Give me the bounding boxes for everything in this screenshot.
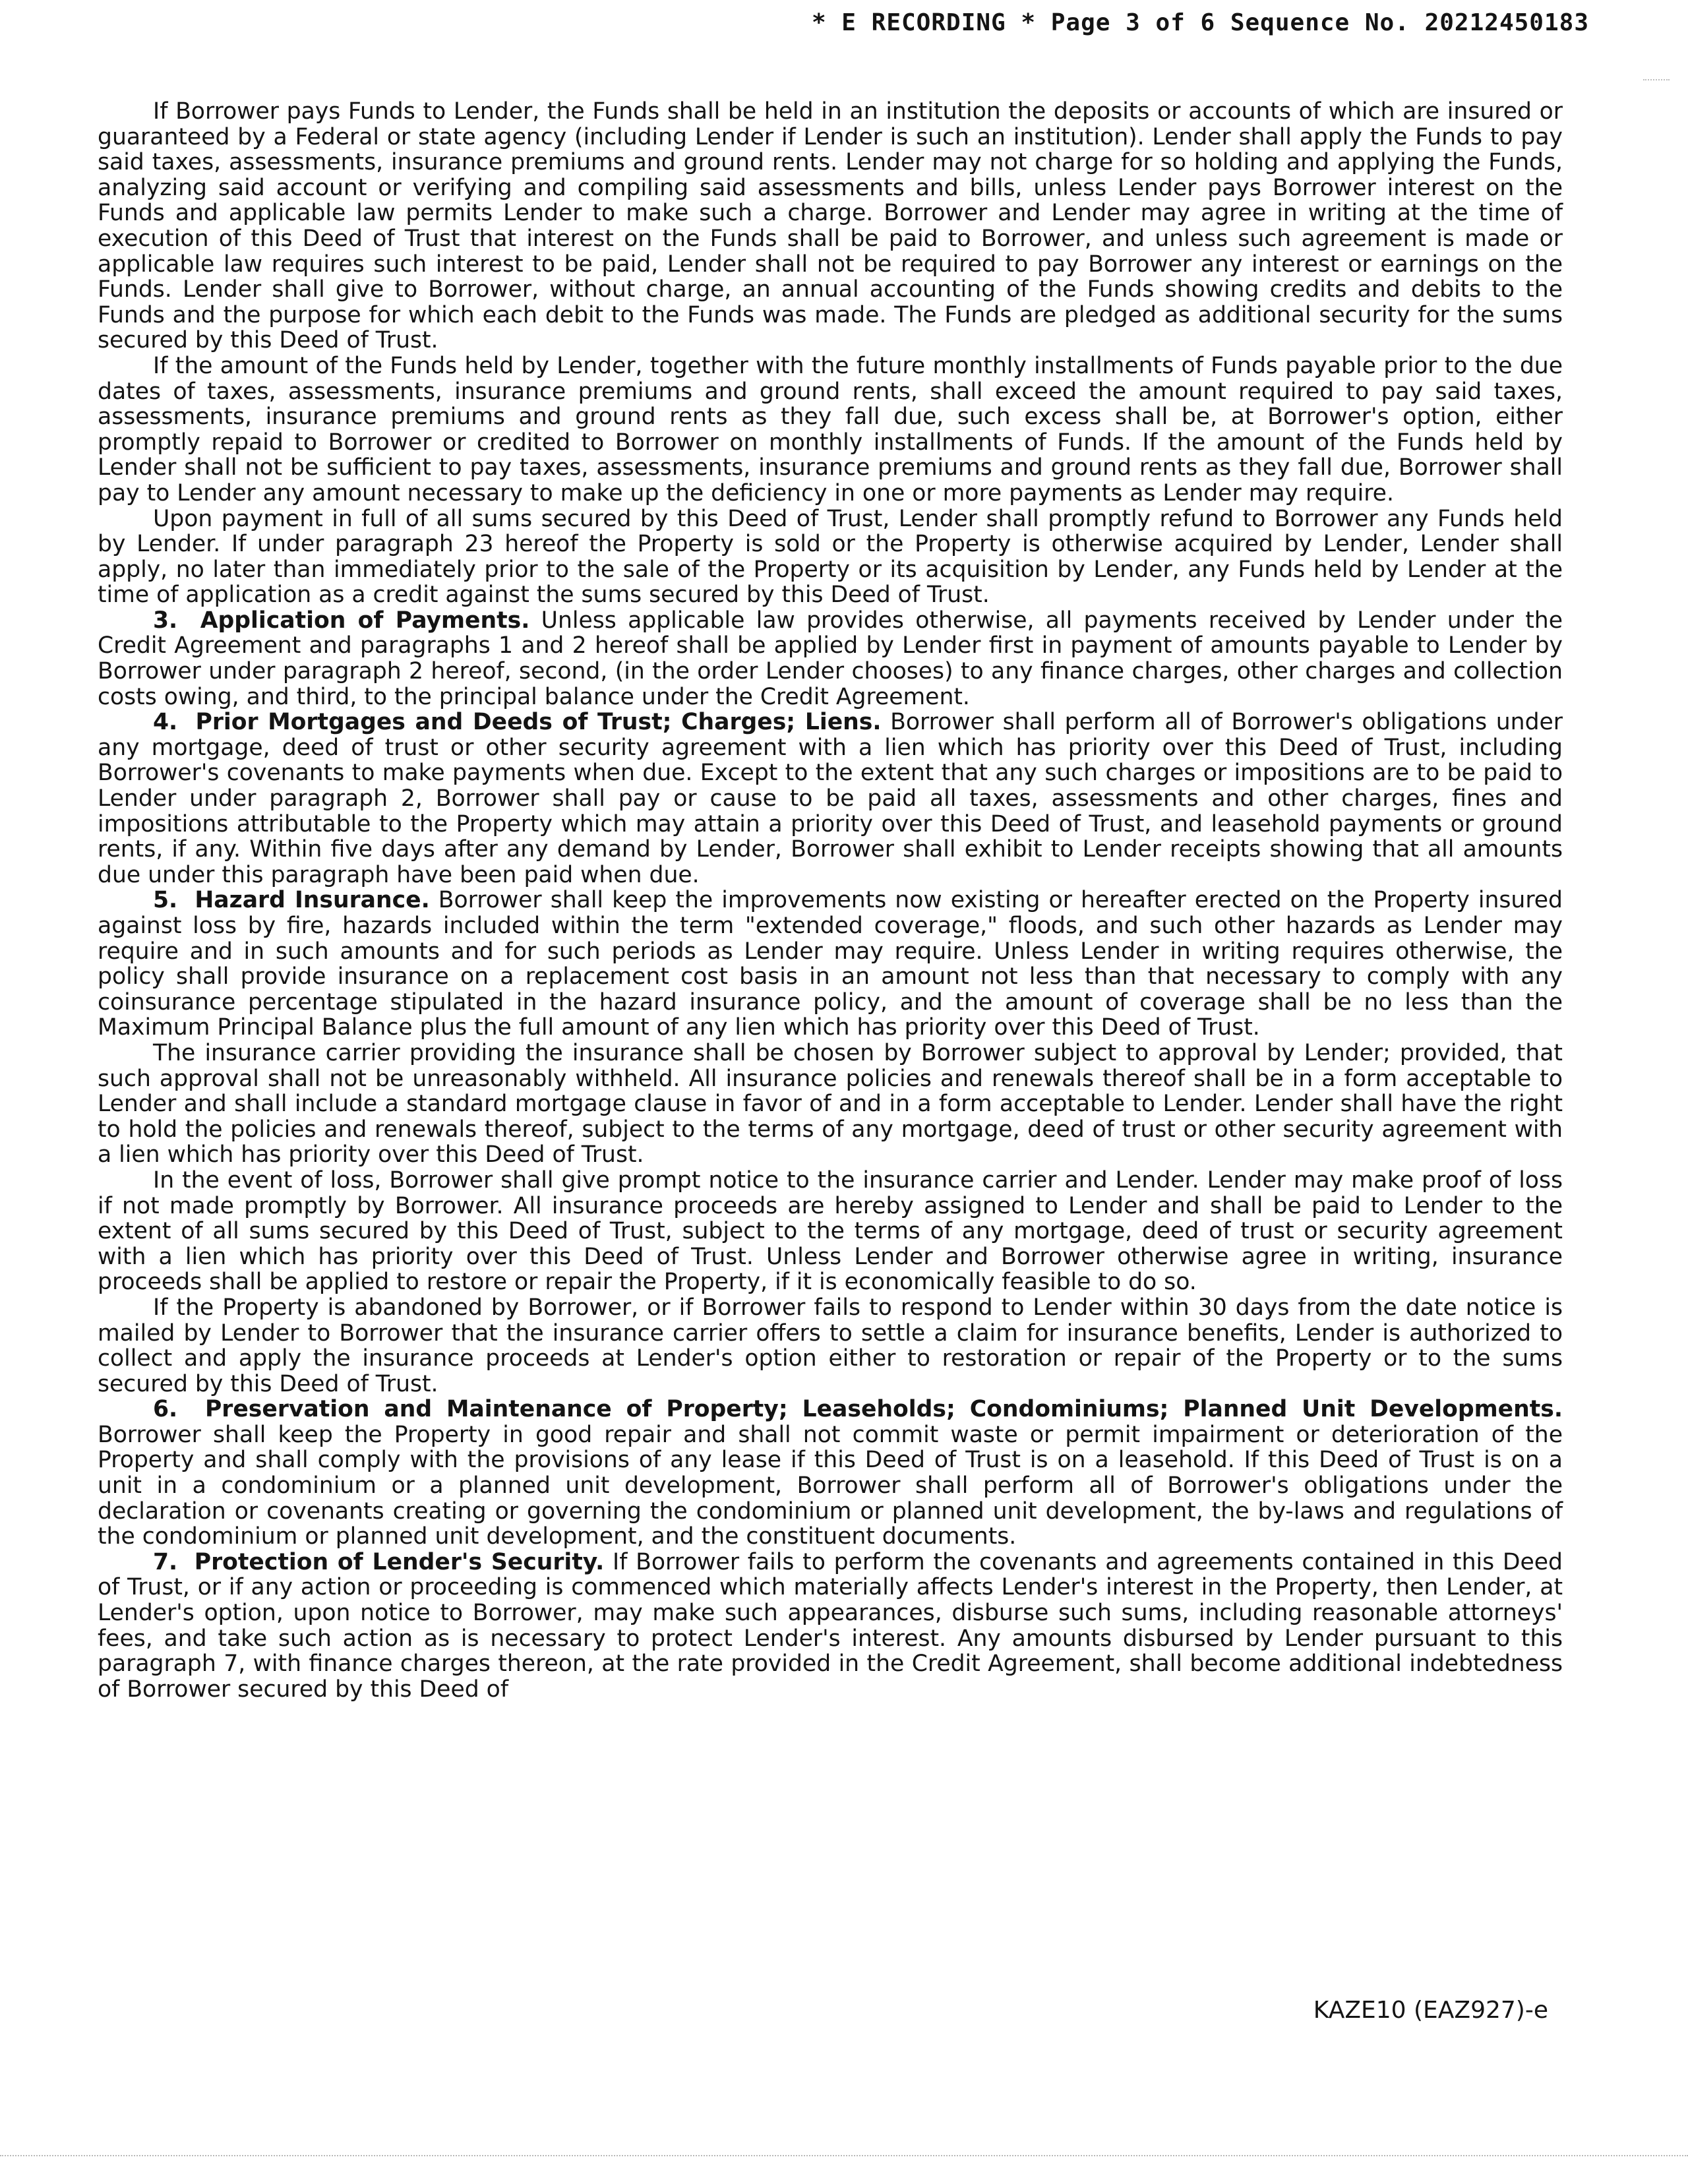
section-3-application-of-payments (98, 608, 1563, 710)
paragraph-text: If Borrower pays Funds to Lender, the Funds shall be held in an institution the deposits or accounts of which are insured or guaranteed by a Federal or state agency (including Lender if Lender is such an institution). Lender shall apply the Funds to pay said taxes, assessments, insurance premiums and ground rents. Lender may not charge for so holding and applying the Funds, analyzing said account or verifying and compiling said assessments and bills, unless Lender pays Borrower interest on the Funds and applicable law permits Lender to make such a charge. Borrower and Lender may agree in writing at the time of execution of this Deed of Trust that interest on the Funds shall be paid to Borrower, and unless such agreement is made or applicable law requires such interest to be paid, Lender shall not be required to pay Borrower any interest or earnings on the Funds. Lender shall give to Borrower, without charge, an annual accounting of the Funds showing credits and debits to the Funds and the purpose for which each debit to the Funds was made. The Funds are pledged as additional security for the sums secured by this Deed of Trust. (98, 98, 1563, 354)
paragraph-text: If the amount of the Funds held by Lender, together with the future monthly installments of Funds payable prior to the due dates of taxes, assessments, insurance premiums and ground rents, shall exceed the amount required to pay said taxes, assessments, insurance premiums and ground rents as they fall due, such excess shall be, at Borrower's option, either promptly repaid to Borrower or credited to Borrower on monthly installments of Funds. If the amount of the Funds held by Lender shall not be sufficient to pay taxes, assessments, insurance premiums and ground rents as they fall due, Borrower shall pay to Lender any amount necessary to make up the deficiency in one or more payments as Lender may require. (98, 352, 1563, 506)
recording-header: * E RECORDING * Page 3 of 6 Sequence No. 20212450183 (811, 9, 1589, 36)
section-number: 5. (153, 887, 178, 914)
paragraph-event-of-loss (98, 1168, 1563, 1295)
section-title: Preservation and Maintenance of Property; Leaseholds; Condominiums; Planned Unit Developments. (204, 1396, 1563, 1423)
deed-body-text (98, 99, 1563, 1702)
section-title: Protection of Lender's Security. (194, 1548, 605, 1575)
section-5-hazard-insurance (98, 888, 1563, 1041)
section-number: 3. (153, 607, 178, 634)
section-7-protection-of-security (98, 1550, 1563, 1703)
paragraph-insurance-carrier (98, 1041, 1563, 1168)
paragraph-abandoned-property (98, 1295, 1563, 1397)
paragraph-text: Borrower shall perform all of Borrower's obligations under any mortgage, deed of trust or other security agreement with a lien which has priority over this Deed of Trust, including Borrower's covenants to make payments when due. Except to the extent that any such charges or impositions are to be paid to Lender under paragraph 2, Borrower shall pay or cause to be paid all taxes, assessments and other charges, fines and impositions attributable to the Property which may attain a priority over this Deed of Trust, and leasehold payments or ground rents, if any. Within five days after any demand by Lender, Borrower shall exhibit to Lender receipts showing that all amounts due under this paragraph have been paid when due. (98, 709, 1563, 888)
section-6-preservation-maintenance (98, 1397, 1563, 1550)
section-4-prior-mortgages (98, 710, 1563, 888)
paragraph-text: Borrower shall keep the improvements now existing or hereafter erected on the Property insured against loss by fire, hazards included within the term "extended coverage," floods, and such other hazards as Lender may require and in such amounts and for such periods as Lender may require. Unless Lender in writing requires otherwise, the policy shall provide insurance on a replacement cost basis in an amount not less than that necessary to comply with any coinsurance percentage stipulated in the hazard insurance policy, and the amount of coverage shall be no less than the Maximum Principal Balance plus the full amount of any lien which has priority over this Deed of Trust. (98, 887, 1563, 1041)
section-title: Application of Payments. (200, 607, 530, 634)
paragraph-text: Upon payment in full of all sums secured by this Deed of Trust, Lender shall promptly refund to Borrower any Funds held by Lender. If under paragraph 23 hereof the Property is sold or the Property is otherwise acquired by Lender, Lender shall apply, no later than immediately prior to the sale of the Property or its acquisition by Lender, any Funds held by Lender at the time of application as a credit against the sums secured by this Deed of Trust. (98, 505, 1563, 609)
form-code: KAZE10 (EAZ927)-e (1313, 1997, 1548, 2024)
paragraph-text: Borrower shall keep the Property in good repair and shall not commit waste or permit impairment or deterioration of the Property and shall comply with the provisions of any lease if this Deed of Trust is on a leasehold. If this Deed of Trust is on a unit in a condominium or a planned unit development, Borrower shall perform all of Borrower's obligations under the declaration or covenants creating or governing the condominium or planned unit development, the by-laws and regulations of the condominium or planned unit development, and the constituent documents. (98, 1421, 1563, 1550)
section-title: Hazard Insurance. (195, 887, 430, 914)
paragraph-refund-funds (98, 506, 1563, 608)
section-number: 6. (153, 1396, 178, 1423)
paragraph-text: In the event of loss, Borrower shall give prompt notice to the insurance carrier and Lender. Lender may make proof of loss if not made promptly by Borrower. All insurance proceeds are hereby assigned to Lender and shall be paid to Lender to the extent of all sums secured by this Deed of Trust, subject to the terms of any mortgage, deed of trust or security agreement with a lien which has priority over this Deed of Trust. Unless Lender and Borrower otherwise agree in writing, insurance proceeds shall be applied to restore or repair the Property, if it is economically feasible to do so. (98, 1167, 1563, 1296)
scan-mark (1643, 79, 1670, 80)
section-number: 7. (153, 1548, 178, 1575)
paragraph-text: The insurance carrier providing the insurance shall be chosen by Borrower subject to approval by Lender; provided, that such approval shall not be unreasonably withheld. All insurance policies and renewals thereof shall be in a form acceptable to Lender and shall include a standard mortgage clause in favor of and in a form acceptable to Lender. Lender shall have the right to hold the policies and renewals thereof, subject to the terms of any mortgage, deed of trust or other security agreement with a lien which has priority over this Deed of Trust. (98, 1039, 1563, 1168)
section-number: 4. (153, 709, 178, 736)
scan-edge-line (0, 2155, 1688, 2156)
paragraph-funds-held (98, 99, 1563, 353)
paragraph-text: If the Property is abandoned by Borrower, or if Borrower fails to respond to Lender within 30 days from the date notice is mailed by Lender to Borrower that the insurance carrier offers to settle a claim for insurance benefits, Lender is authorized to collect and apply the insurance proceeds at Lender's option either to restoration or repair of the Property or to the sums secured by this Deed of Trust. (98, 1294, 1563, 1397)
section-title: Prior Mortgages and Deeds of Trust; Charges; Liens. (195, 709, 882, 736)
paragraph-text: Unless applicable law provides otherwise, all payments received by Lender under the Credit Agreement and paragraphs 1 and 2 hereof shall be applied by Lender first in payment of amounts payable to Lender by Borrower under paragraph 2 hereof, second, (in the order Lender chooses) to any finance charges, other charges and collection costs owing, and third, to the principal balance under the Credit Agreement. (98, 607, 1563, 710)
paragraph-excess-funds (98, 353, 1563, 506)
paragraph-text: If Borrower fails to perform the covenants and agreements contained in this Deed of Trust, or if any action or proceeding is commenced which materially affects Lender's interest in the Property, then Lender, at Lender's option, upon notice to Borrower, may make such appearances, disburse such sums, including reasonable attorneys' fees, and take such action as is necessary to protect Lender's interest. Any amounts disbursed by Lender pursuant to this paragraph 7, with finance charges thereon, at the rate provided in the Credit Agreement, shall become additional indebtedness of Borrower secured by this Deed of (98, 1548, 1563, 1703)
